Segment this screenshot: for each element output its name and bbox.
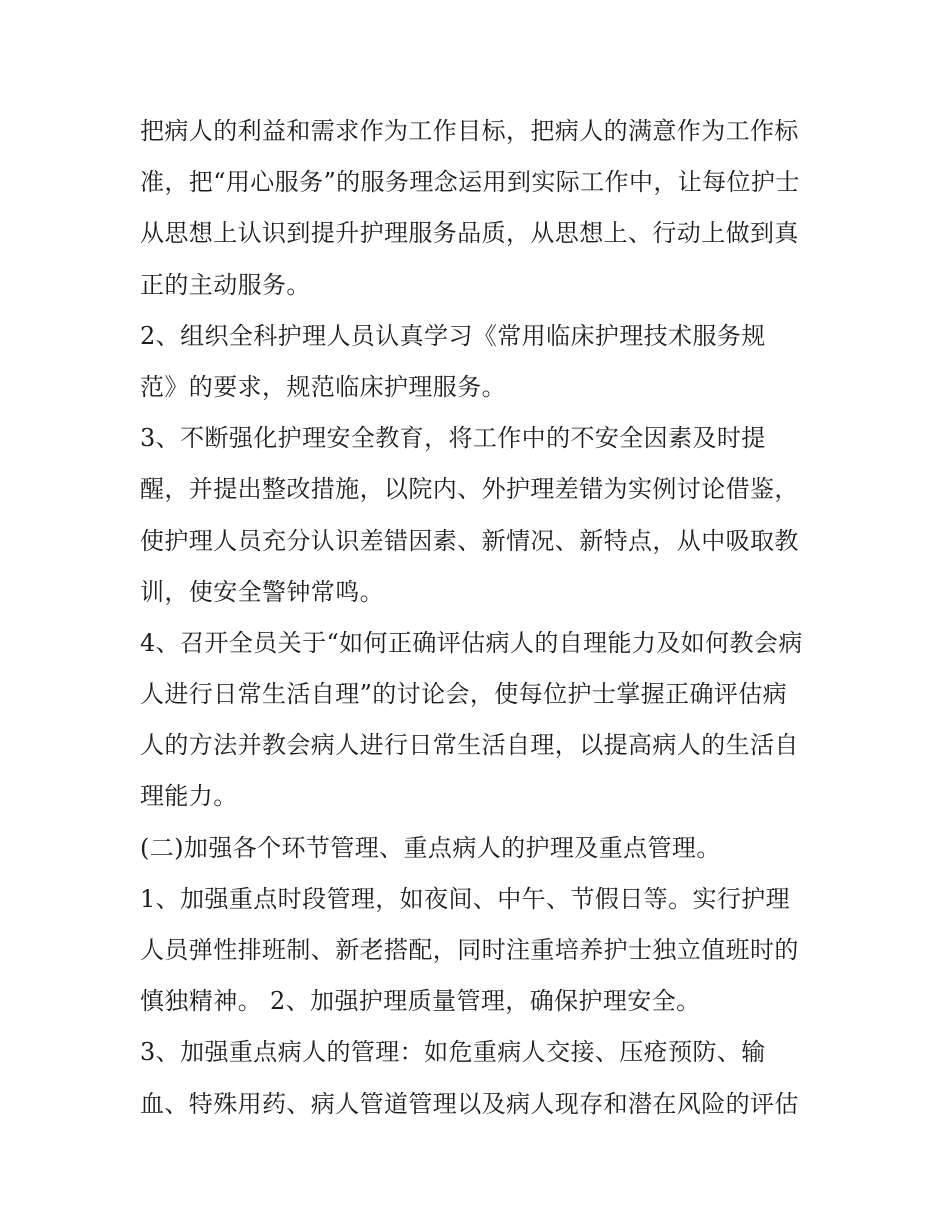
text-line: 3、加强重点病人的管理：如危重病人交接、压疮预防、输 bbox=[140, 1038, 766, 1067]
text-line: 训，使安全警钟常鸣。 bbox=[140, 577, 384, 606]
text-line: 准，把“用心服务”的服务理念运用到实际工作中，让每位护士 bbox=[140, 168, 800, 197]
text-line: 正的主动服务。 bbox=[140, 270, 311, 299]
text-line: 4、召开全员关于“如何正确评估病人的自理能力及如何教会病 bbox=[140, 628, 803, 657]
text-line: 1、加强重点时段管理，如夜间、中午、节假日等。实行护理 bbox=[140, 884, 791, 913]
text-line: 人进行日常生活自理”的讨论会，使每位护士掌握正确评估病 bbox=[140, 680, 788, 709]
document-body bbox=[140, 106, 820, 1130]
text-line: 人的方法并教会病人进行日常生活自理，以提高病人的生活自 bbox=[140, 731, 799, 760]
section-heading: (二)加强各个环节管理、重点病人的护理及重点管理。 bbox=[140, 833, 721, 862]
text-line: 人员弹性排班制、新老搭配，同时注重培养护士独立值班时的 bbox=[140, 936, 799, 964]
text-line: 血、特殊用药、病人管道管理以及病人现存和潜在风险的评估 bbox=[140, 1089, 799, 1118]
text-line: 醒，并提出整改措施，以院内、外护理差错为实例讨论借鉴， bbox=[140, 475, 799, 504]
text-line: 3、不断强化护理安全教育，将工作中的不安全因素及时提 bbox=[140, 424, 766, 453]
text-line: 理能力。 bbox=[140, 782, 238, 811]
text-line: 慎独精神。 2、加强护理质量管理，确保护理安全。 bbox=[140, 987, 701, 1016]
text-line: 使护理人员充分认识差错因素、新情况、新特点，从中吸取教 bbox=[140, 526, 799, 555]
text-line: 从思想上认识到提升护理服务品质，从思想上、行动上做到真 bbox=[140, 219, 799, 248]
text-line: 范》的要求，规范临床护理服务。 bbox=[140, 372, 506, 401]
text-line: 把病人的利益和需求作为工作目标，把病人的满意作为工作标 bbox=[140, 117, 799, 145]
text-line: 2、组织全科护理人员认真学习《常用临床护理技术服务规 bbox=[140, 321, 766, 350]
